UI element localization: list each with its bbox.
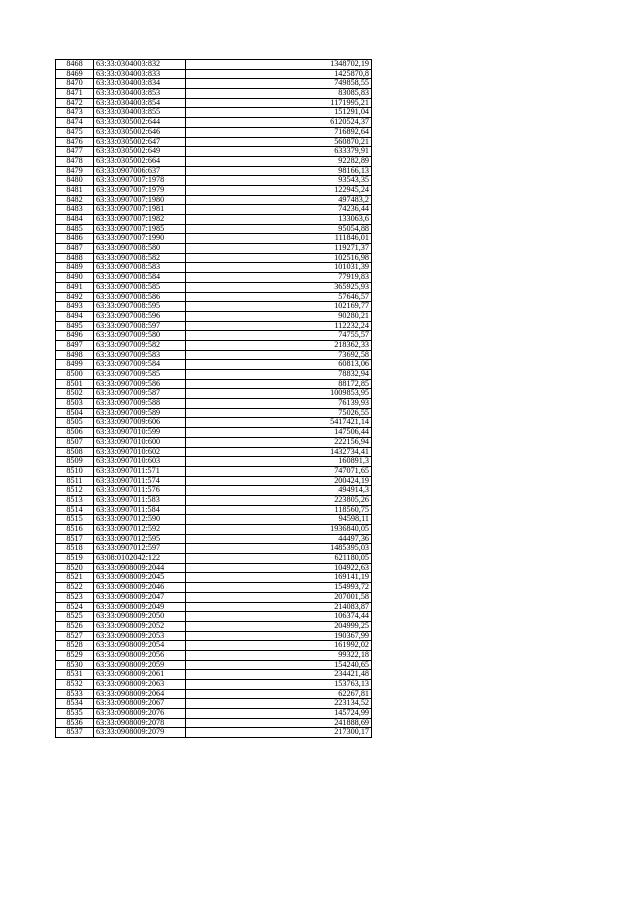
cadastral-value: 169141,19 — [186, 573, 372, 583]
cadastral-value: 497483,2 — [186, 195, 372, 205]
row-number: 8473 — [56, 108, 94, 118]
cadastral-value: 1485395,03 — [186, 544, 372, 554]
cadastral-number: 63:33:0907007:1982 — [94, 215, 186, 225]
row-number: 8515 — [56, 515, 94, 525]
cadastral-value-table — [55, 59, 372, 738]
table-row — [56, 602, 372, 612]
cadastral-number: 63:33:0304003:833 — [94, 69, 186, 79]
cadastral-value: 241888,69 — [186, 718, 372, 728]
row-number: 8499 — [56, 360, 94, 370]
cadastral-number: 63:33:0908009:2061 — [94, 670, 186, 680]
cadastral-number: 63:33:0908009:2046 — [94, 583, 186, 593]
table-row — [56, 408, 372, 418]
cadastral-number: 63:33:0908009:2045 — [94, 573, 186, 583]
table-row — [56, 718, 372, 728]
cadastral-number: 63:33:0907010:603 — [94, 457, 186, 467]
cadastral-number: 63:33:0907012:590 — [94, 515, 186, 525]
cadastral-value: 217300,17 — [186, 728, 372, 738]
table-row — [56, 399, 372, 409]
row-number: 8490 — [56, 273, 94, 283]
row-number: 8485 — [56, 224, 94, 234]
cadastral-number: 63:33:0907008:596 — [94, 311, 186, 321]
row-number: 8528 — [56, 641, 94, 651]
row-number: 8501 — [56, 379, 94, 389]
cadastral-number: 63:33:0907007:1980 — [94, 195, 186, 205]
table-row — [56, 127, 372, 137]
row-number: 8518 — [56, 544, 94, 554]
cadastral-number: 63:33:0907011:574 — [94, 476, 186, 486]
cadastral-value: 104922,63 — [186, 563, 372, 573]
table-row — [56, 253, 372, 263]
cadastral-number: 63:33:0907011:583 — [94, 495, 186, 505]
table-row — [56, 215, 372, 225]
cadastral-number: 63:33:0908009:2078 — [94, 718, 186, 728]
row-number: 8511 — [56, 476, 94, 486]
row-number: 8486 — [56, 234, 94, 244]
row-number: 8505 — [56, 418, 94, 428]
cadastral-number: 63:33:0907011:576 — [94, 486, 186, 496]
row-number: 8503 — [56, 399, 94, 409]
cadastral-number: 63:33:0304003:832 — [94, 60, 186, 70]
cadastral-value: 5417421,14 — [186, 418, 372, 428]
cadastral-number: 63:33:0908009:2053 — [94, 631, 186, 641]
table-row — [56, 476, 372, 486]
table-row — [56, 486, 372, 496]
row-number: 8529 — [56, 650, 94, 660]
cadastral-number: 63:33:0907008:582 — [94, 253, 186, 263]
cadastral-number: 63:33:0908009:2044 — [94, 563, 186, 573]
table-row — [56, 156, 372, 166]
cadastral-number: 63:33:0305002:644 — [94, 118, 186, 128]
cadastral-number: 63:33:0907009:589 — [94, 408, 186, 418]
row-number: 8524 — [56, 602, 94, 612]
cadastral-value: 90280,21 — [186, 311, 372, 321]
cadastral-number: 63:33:0907008:583 — [94, 263, 186, 273]
cadastral-value: 93543,35 — [186, 176, 372, 186]
table-row — [56, 224, 372, 234]
cadastral-value: 633379,91 — [186, 147, 372, 157]
cadastral-value: 83085,83 — [186, 89, 372, 99]
cadastral-value: 161992,02 — [186, 641, 372, 651]
cadastral-value: 200424,19 — [186, 476, 372, 486]
table-row — [56, 689, 372, 699]
row-number: 8536 — [56, 718, 94, 728]
table-row — [56, 592, 372, 602]
data-table — [55, 59, 372, 738]
row-number: 8487 — [56, 244, 94, 254]
row-number: 8522 — [56, 583, 94, 593]
cadastral-value: 62267,81 — [186, 689, 372, 699]
cadastral-value: 223134,52 — [186, 699, 372, 709]
cadastral-number: 63:33:0908009:2063 — [94, 680, 186, 690]
cadastral-number: 63:33:0907011:571 — [94, 466, 186, 476]
cadastral-value: 154240,65 — [186, 660, 372, 670]
cadastral-value: 621180,05 — [186, 554, 372, 564]
table-row — [56, 631, 372, 641]
cadastral-value: 234421,48 — [186, 670, 372, 680]
row-number: 8504 — [56, 408, 94, 418]
cadastral-value: 102516,98 — [186, 253, 372, 263]
row-number: 8517 — [56, 534, 94, 544]
cadastral-value: 214083,87 — [186, 602, 372, 612]
table-row — [56, 505, 372, 515]
row-number: 8494 — [56, 311, 94, 321]
cadastral-value: 88172,85 — [186, 379, 372, 389]
row-number: 8476 — [56, 137, 94, 147]
table-row — [56, 612, 372, 622]
cadastral-value: 6120524,37 — [186, 118, 372, 128]
cadastral-number: 63:33:0907007:1990 — [94, 234, 186, 244]
cadastral-number: 63:33:0907009:588 — [94, 399, 186, 409]
table-row — [56, 389, 372, 399]
cadastral-number: 63:33:0907009:584 — [94, 360, 186, 370]
row-number: 8527 — [56, 631, 94, 641]
table-row — [56, 660, 372, 670]
cadastral-number: 63:33:0305002:664 — [94, 156, 186, 166]
cadastral-value: 95054,88 — [186, 224, 372, 234]
cadastral-value: 112232,24 — [186, 321, 372, 331]
cadastral-number: 63:33:0907007:1978 — [94, 176, 186, 186]
row-number: 8534 — [56, 699, 94, 709]
table-row — [56, 137, 372, 147]
cadastral-value: 78832,94 — [186, 370, 372, 380]
table-row — [56, 437, 372, 447]
cadastral-value: 118560,75 — [186, 505, 372, 515]
cadastral-value: 133063,6 — [186, 215, 372, 225]
table-row — [56, 457, 372, 467]
row-number: 8530 — [56, 660, 94, 670]
row-number: 8509 — [56, 457, 94, 467]
cadastral-number: 63:33:0908009:2079 — [94, 728, 186, 738]
cadastral-value: 749858,55 — [186, 79, 372, 89]
table-row — [56, 311, 372, 321]
table-row — [56, 728, 372, 738]
cadastral-value: 365925,93 — [186, 282, 372, 292]
cadastral-number: 63:33:0907008:595 — [94, 302, 186, 312]
row-number: 8537 — [56, 728, 94, 738]
cadastral-value: 106374,44 — [186, 612, 372, 622]
table-row — [56, 166, 372, 176]
row-number: 8516 — [56, 525, 94, 535]
table-row — [56, 583, 372, 593]
table-row — [56, 650, 372, 660]
row-number: 8508 — [56, 447, 94, 457]
row-number: 8491 — [56, 282, 94, 292]
table-row — [56, 428, 372, 438]
table-row — [56, 244, 372, 254]
cadastral-number: 63:33:0907010:599 — [94, 428, 186, 438]
cadastral-value: 153763,13 — [186, 680, 372, 690]
row-number: 8521 — [56, 573, 94, 583]
row-number: 8533 — [56, 689, 94, 699]
table-row — [56, 89, 372, 99]
table-row — [56, 302, 372, 312]
cadastral-value: 111846,01 — [186, 234, 372, 244]
table-row — [56, 60, 372, 70]
table-row — [56, 321, 372, 331]
cadastral-value: 747071,65 — [186, 466, 372, 476]
cadastral-value: 98166,13 — [186, 166, 372, 176]
cadastral-value: 77919,83 — [186, 273, 372, 283]
cadastral-number: 63:33:0908009:2049 — [94, 602, 186, 612]
cadastral-value: 74755,57 — [186, 331, 372, 341]
row-number: 8512 — [56, 486, 94, 496]
table-row — [56, 680, 372, 690]
cadastral-value: 560870,21 — [186, 137, 372, 147]
cadastral-value: 73692,58 — [186, 350, 372, 360]
cadastral-number: 63:33:0304003:854 — [94, 98, 186, 108]
cadastral-number: 63:33:0907009:583 — [94, 350, 186, 360]
row-number: 8513 — [56, 495, 94, 505]
cadastral-number: 63:33:0907012:597 — [94, 544, 186, 554]
cadastral-number: 63:33:0908009:2076 — [94, 709, 186, 719]
cadastral-value: 716892,64 — [186, 127, 372, 137]
table-row — [56, 273, 372, 283]
row-number: 8481 — [56, 185, 94, 195]
cadastral-number: 63:33:0907011:584 — [94, 505, 186, 515]
cadastral-value: 494914,3 — [186, 486, 372, 496]
row-number: 8514 — [56, 505, 94, 515]
cadastral-number: 63:33:0907007:1979 — [94, 185, 186, 195]
row-number: 8471 — [56, 89, 94, 99]
table-row — [56, 563, 372, 573]
cadastral-value: 92282,89 — [186, 156, 372, 166]
cadastral-value: 1171995,21 — [186, 98, 372, 108]
cadastral-value: 204999,25 — [186, 621, 372, 631]
cadastral-number: 63:33:0907008:585 — [94, 282, 186, 292]
cadastral-number: 63:33:0908009:2052 — [94, 621, 186, 631]
cadastral-value: 74236,44 — [186, 205, 372, 215]
row-number: 8469 — [56, 69, 94, 79]
cadastral-number: 63:33:0907010:602 — [94, 447, 186, 457]
row-number: 8525 — [56, 612, 94, 622]
table-row — [56, 709, 372, 719]
cadastral-number: 63:33:0908009:2067 — [94, 699, 186, 709]
cadastral-value: 222156,94 — [186, 437, 372, 447]
table-row — [56, 370, 372, 380]
row-number: 8492 — [56, 292, 94, 302]
table-row — [56, 360, 372, 370]
cadastral-number: 63:33:0908009:2056 — [94, 650, 186, 660]
table-row — [56, 98, 372, 108]
row-number: 8531 — [56, 670, 94, 680]
cadastral-value: 154993,72 — [186, 583, 372, 593]
table-row — [56, 670, 372, 680]
table-row — [56, 147, 372, 157]
row-number: 8535 — [56, 709, 94, 719]
row-number: 8498 — [56, 350, 94, 360]
cadastral-number: 63:08:0102042:122 — [94, 554, 186, 564]
cadastral-number: 63:33:0907008:586 — [94, 292, 186, 302]
row-number: 8507 — [56, 437, 94, 447]
table-row — [56, 185, 372, 195]
cadastral-number: 63:33:0907010:600 — [94, 437, 186, 447]
cadastral-number: 63:33:0907009:586 — [94, 379, 186, 389]
table-row — [56, 340, 372, 350]
row-number: 8532 — [56, 680, 94, 690]
cadastral-value: 101031,39 — [186, 263, 372, 273]
table-row — [56, 447, 372, 457]
cadastral-number: 63:33:0908009:2059 — [94, 660, 186, 670]
table-row — [56, 118, 372, 128]
cadastral-number: 63:33:0907007:1981 — [94, 205, 186, 215]
row-number: 8523 — [56, 592, 94, 602]
cadastral-number: 63:33:0907009:606 — [94, 418, 186, 428]
table-row — [56, 79, 372, 89]
row-number: 8493 — [56, 302, 94, 312]
table-row — [56, 205, 372, 215]
row-number: 8506 — [56, 428, 94, 438]
table-row — [56, 292, 372, 302]
row-number: 8468 — [56, 60, 94, 70]
cadastral-number: 63:33:0907009:582 — [94, 340, 186, 350]
row-number: 8477 — [56, 147, 94, 157]
cadastral-value: 119271,37 — [186, 244, 372, 254]
row-number: 8510 — [56, 466, 94, 476]
table-row — [56, 515, 372, 525]
row-number: 8489 — [56, 263, 94, 273]
table-row — [56, 176, 372, 186]
row-number: 8478 — [56, 156, 94, 166]
row-number: 8483 — [56, 205, 94, 215]
row-number: 8472 — [56, 98, 94, 108]
table-row — [56, 525, 372, 535]
table-row — [56, 282, 372, 292]
row-number: 8519 — [56, 554, 94, 564]
cadastral-number: 63:33:0908009:2064 — [94, 689, 186, 699]
table-row — [56, 495, 372, 505]
table-row — [56, 544, 372, 554]
cadastral-number: 63:33:0907007:1985 — [94, 224, 186, 234]
table-row — [56, 534, 372, 544]
cadastral-value: 1432734,41 — [186, 447, 372, 457]
row-number: 8480 — [56, 176, 94, 186]
row-number: 8482 — [56, 195, 94, 205]
table-row — [56, 263, 372, 273]
table-row — [56, 379, 372, 389]
table-row — [56, 331, 372, 341]
table-row — [56, 641, 372, 651]
table-row — [56, 195, 372, 205]
table-row — [56, 573, 372, 583]
cadastral-value: 160891,3 — [186, 457, 372, 467]
cadastral-number: 63:33:0304003:855 — [94, 108, 186, 118]
cadastral-value: 207001,58 — [186, 592, 372, 602]
table-row — [56, 108, 372, 118]
cadastral-value: 1009853,95 — [186, 389, 372, 399]
row-number: 8526 — [56, 621, 94, 631]
cadastral-value: 57646,57 — [186, 292, 372, 302]
cadastral-number: 63:33:0907008:580 — [94, 244, 186, 254]
row-number: 8475 — [56, 127, 94, 137]
cadastral-number: 63:33:0908009:2054 — [94, 641, 186, 651]
table-row — [56, 621, 372, 631]
cadastral-value: 94598,11 — [186, 515, 372, 525]
table-row — [56, 554, 372, 564]
cadastral-number: 63:33:0907008:584 — [94, 273, 186, 283]
row-number: 8495 — [56, 321, 94, 331]
cadastral-number: 63:33:0907006:637 — [94, 166, 186, 176]
table-row — [56, 69, 372, 79]
cadastral-number: 63:33:0304003:853 — [94, 89, 186, 99]
cadastral-value: 145724,99 — [186, 709, 372, 719]
cadastral-value: 76139,93 — [186, 399, 372, 409]
row-number: 8474 — [56, 118, 94, 128]
cadastral-number: 63:33:0908009:2050 — [94, 612, 186, 622]
cadastral-number: 63:33:0305002:646 — [94, 127, 186, 137]
table-row — [56, 350, 372, 360]
cadastral-value: 218362,33 — [186, 340, 372, 350]
cadastral-number: 63:33:0304003:834 — [94, 79, 186, 89]
table-row — [56, 699, 372, 709]
row-number: 8497 — [56, 340, 94, 350]
table-body — [56, 60, 372, 738]
cadastral-value: 1936840,05 — [186, 525, 372, 535]
row-number: 8470 — [56, 79, 94, 89]
cadastral-number: 63:33:0907009:580 — [94, 331, 186, 341]
row-number: 8484 — [56, 215, 94, 225]
cadastral-value: 60813,06 — [186, 360, 372, 370]
cadastral-value: 102169,77 — [186, 302, 372, 312]
cadastral-value: 151291,04 — [186, 108, 372, 118]
cadastral-number: 63:33:0305002:649 — [94, 147, 186, 157]
row-number: 8502 — [56, 389, 94, 399]
table-row — [56, 418, 372, 428]
row-number: 8496 — [56, 331, 94, 341]
cadastral-number: 63:33:0907012:592 — [94, 525, 186, 535]
row-number: 8479 — [56, 166, 94, 176]
cadastral-number: 63:33:0305002:647 — [94, 137, 186, 147]
cadastral-value: 99322,18 — [186, 650, 372, 660]
row-number: 8520 — [56, 563, 94, 573]
cadastral-value: 190367,99 — [186, 631, 372, 641]
table-row — [56, 466, 372, 476]
cadastral-value: 75026,55 — [186, 408, 372, 418]
row-number: 8500 — [56, 370, 94, 380]
cadastral-number: 63:33:0907008:597 — [94, 321, 186, 331]
cadastral-value: 122945,24 — [186, 185, 372, 195]
cadastral-number: 63:33:0907012:595 — [94, 534, 186, 544]
table-row — [56, 234, 372, 244]
cadastral-value: 44497,36 — [186, 534, 372, 544]
cadastral-number: 63:33:0907009:585 — [94, 370, 186, 380]
cadastral-value: 223805,26 — [186, 495, 372, 505]
row-number: 8488 — [56, 253, 94, 263]
cadastral-value: 1348702,19 — [186, 60, 372, 70]
cadastral-number: 63:33:0908009:2047 — [94, 592, 186, 602]
cadastral-value: 1425870,8 — [186, 69, 372, 79]
cadastral-value: 147506,44 — [186, 428, 372, 438]
cadastral-number: 63:33:0907009:587 — [94, 389, 186, 399]
